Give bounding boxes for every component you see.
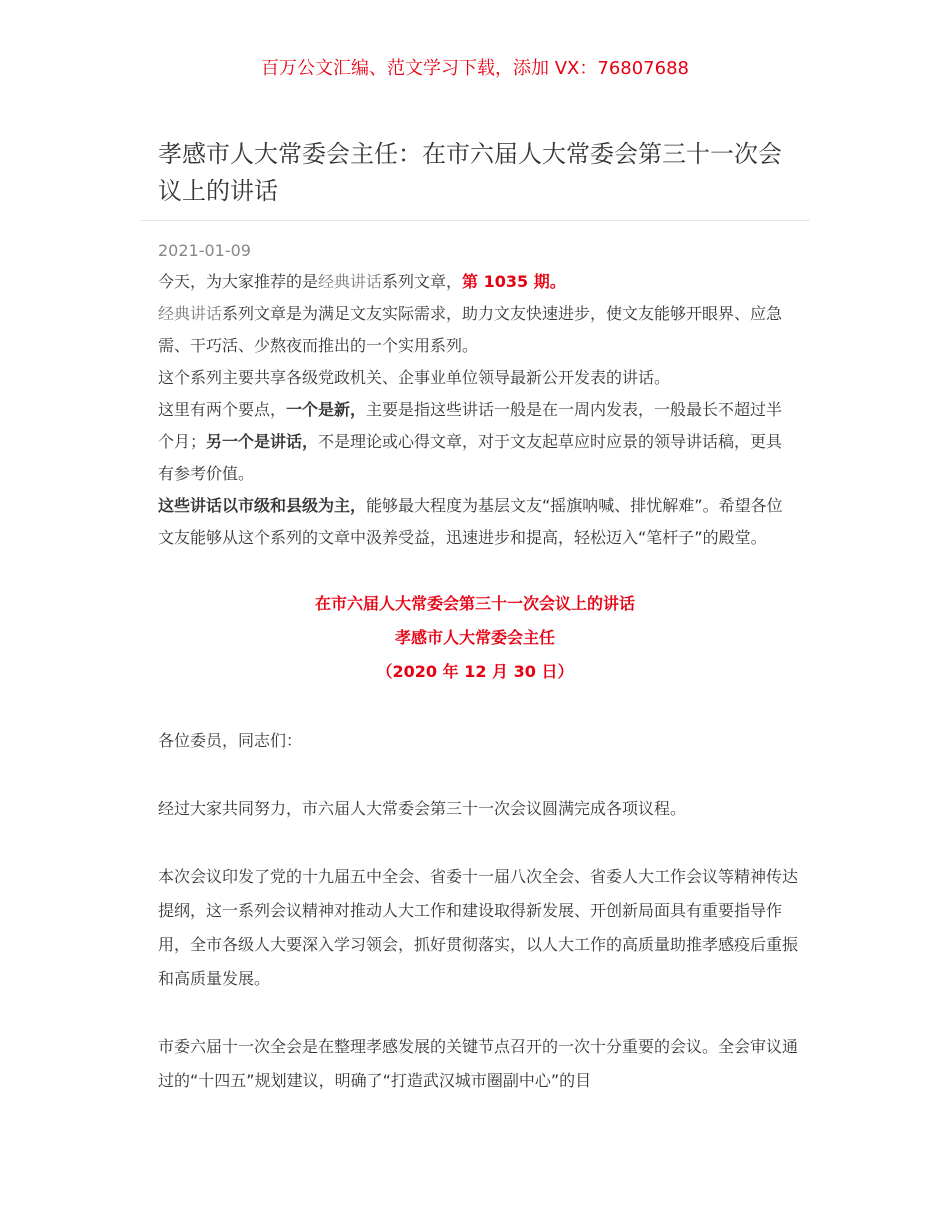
intro-text: 主要是指这些讲话一般是在一周内发表，一般最长不超过半个月；	[158, 400, 783, 451]
intro-text: 不是理论或心得文章，对于文友起草应时应景的领导讲话稿，更具有参考价值。	[158, 432, 783, 483]
key-point: 另一个是讲话，	[206, 432, 319, 451]
intro-text: 这里有两个要点，	[158, 400, 287, 419]
intro-paragraph-1	[158, 266, 798, 298]
intro-paragraph-5	[158, 490, 798, 554]
key-point: 一个是新，	[286, 400, 367, 419]
speech-date: （2020 年 12 月 30 日）	[376, 662, 574, 681]
series-name: 经典讲话	[158, 304, 223, 323]
speech-speaker: 孝感市人大常委会主任	[394, 628, 555, 647]
article-title: 孝感市人大常委会主任：在市六届人大常委会第三十一次会议上的讲话	[158, 140, 782, 205]
speech-paragraph: 本次会议印发了党的十九届五中全会、省委十一届八次全会、省委人大工作会议等精神传达提纲，这一系列会议精神对推动人大工作和建设取得新发展、开创新局面具有重要指导作用，全市各级人大要深入学习领会，抓好贯彻落实，以人大工作的高质量助推孝感疫后重振和高质量发展。	[158, 867, 799, 988]
speech-paragraph: 经过大家共同努力，市六届人大常委会第三十一次会议圆满完成各项议程。	[158, 799, 687, 818]
speech-body	[158, 724, 798, 1132]
key-point: 这些讲话以市级和县级为主，	[158, 496, 367, 515]
title-divider	[140, 220, 810, 221]
speech-salutation: 各位委员，同志们：	[158, 731, 303, 750]
intro-text: 系列文章是为满足文友实际需求，助力文友快速进步，使文友能够开眼界、应急需、干巧活、少熬夜而推出的一个实用系列。	[158, 304, 783, 355]
speech-paragraph: 市委六届十一次全会是在整理孝感发展的关键节点召开的一次十分重要的会议。全会审议通过的“十四五”规划建议，明确了“打造武汉城市圈副中心”的目	[158, 1037, 799, 1090]
download-banner: 百万公文汇编、范文学习下载，添加 VX：76807688	[261, 58, 689, 79]
speech-header	[158, 587, 792, 689]
intro-paragraph-2	[158, 298, 798, 362]
speech-title: 在市六届人大常委会第三十一次会议上的讲话	[314, 594, 635, 613]
issue-number: 第 1035 期。	[462, 272, 566, 291]
intro-text: 能够最大程度为基层文友“摇旗呐喊、排忧解难”。希望各位文友能够从这个系列的文章中汲养受益，迅速进步和提高，轻松迈入“笔杆子”的殿堂。	[158, 496, 783, 547]
intro-paragraph-4	[158, 394, 798, 490]
intro-text: 今天，为大家推荐的是	[158, 272, 319, 291]
series-intro	[158, 266, 798, 554]
article-date: 2021-01-09	[158, 241, 251, 260]
intro-text: 系列文章，	[382, 272, 463, 291]
intro-paragraph-3: 这个系列主要共享各级党政机关、企事业单位领导最新公开发表的讲话。	[158, 368, 671, 387]
series-name: 经典讲话	[318, 272, 383, 291]
